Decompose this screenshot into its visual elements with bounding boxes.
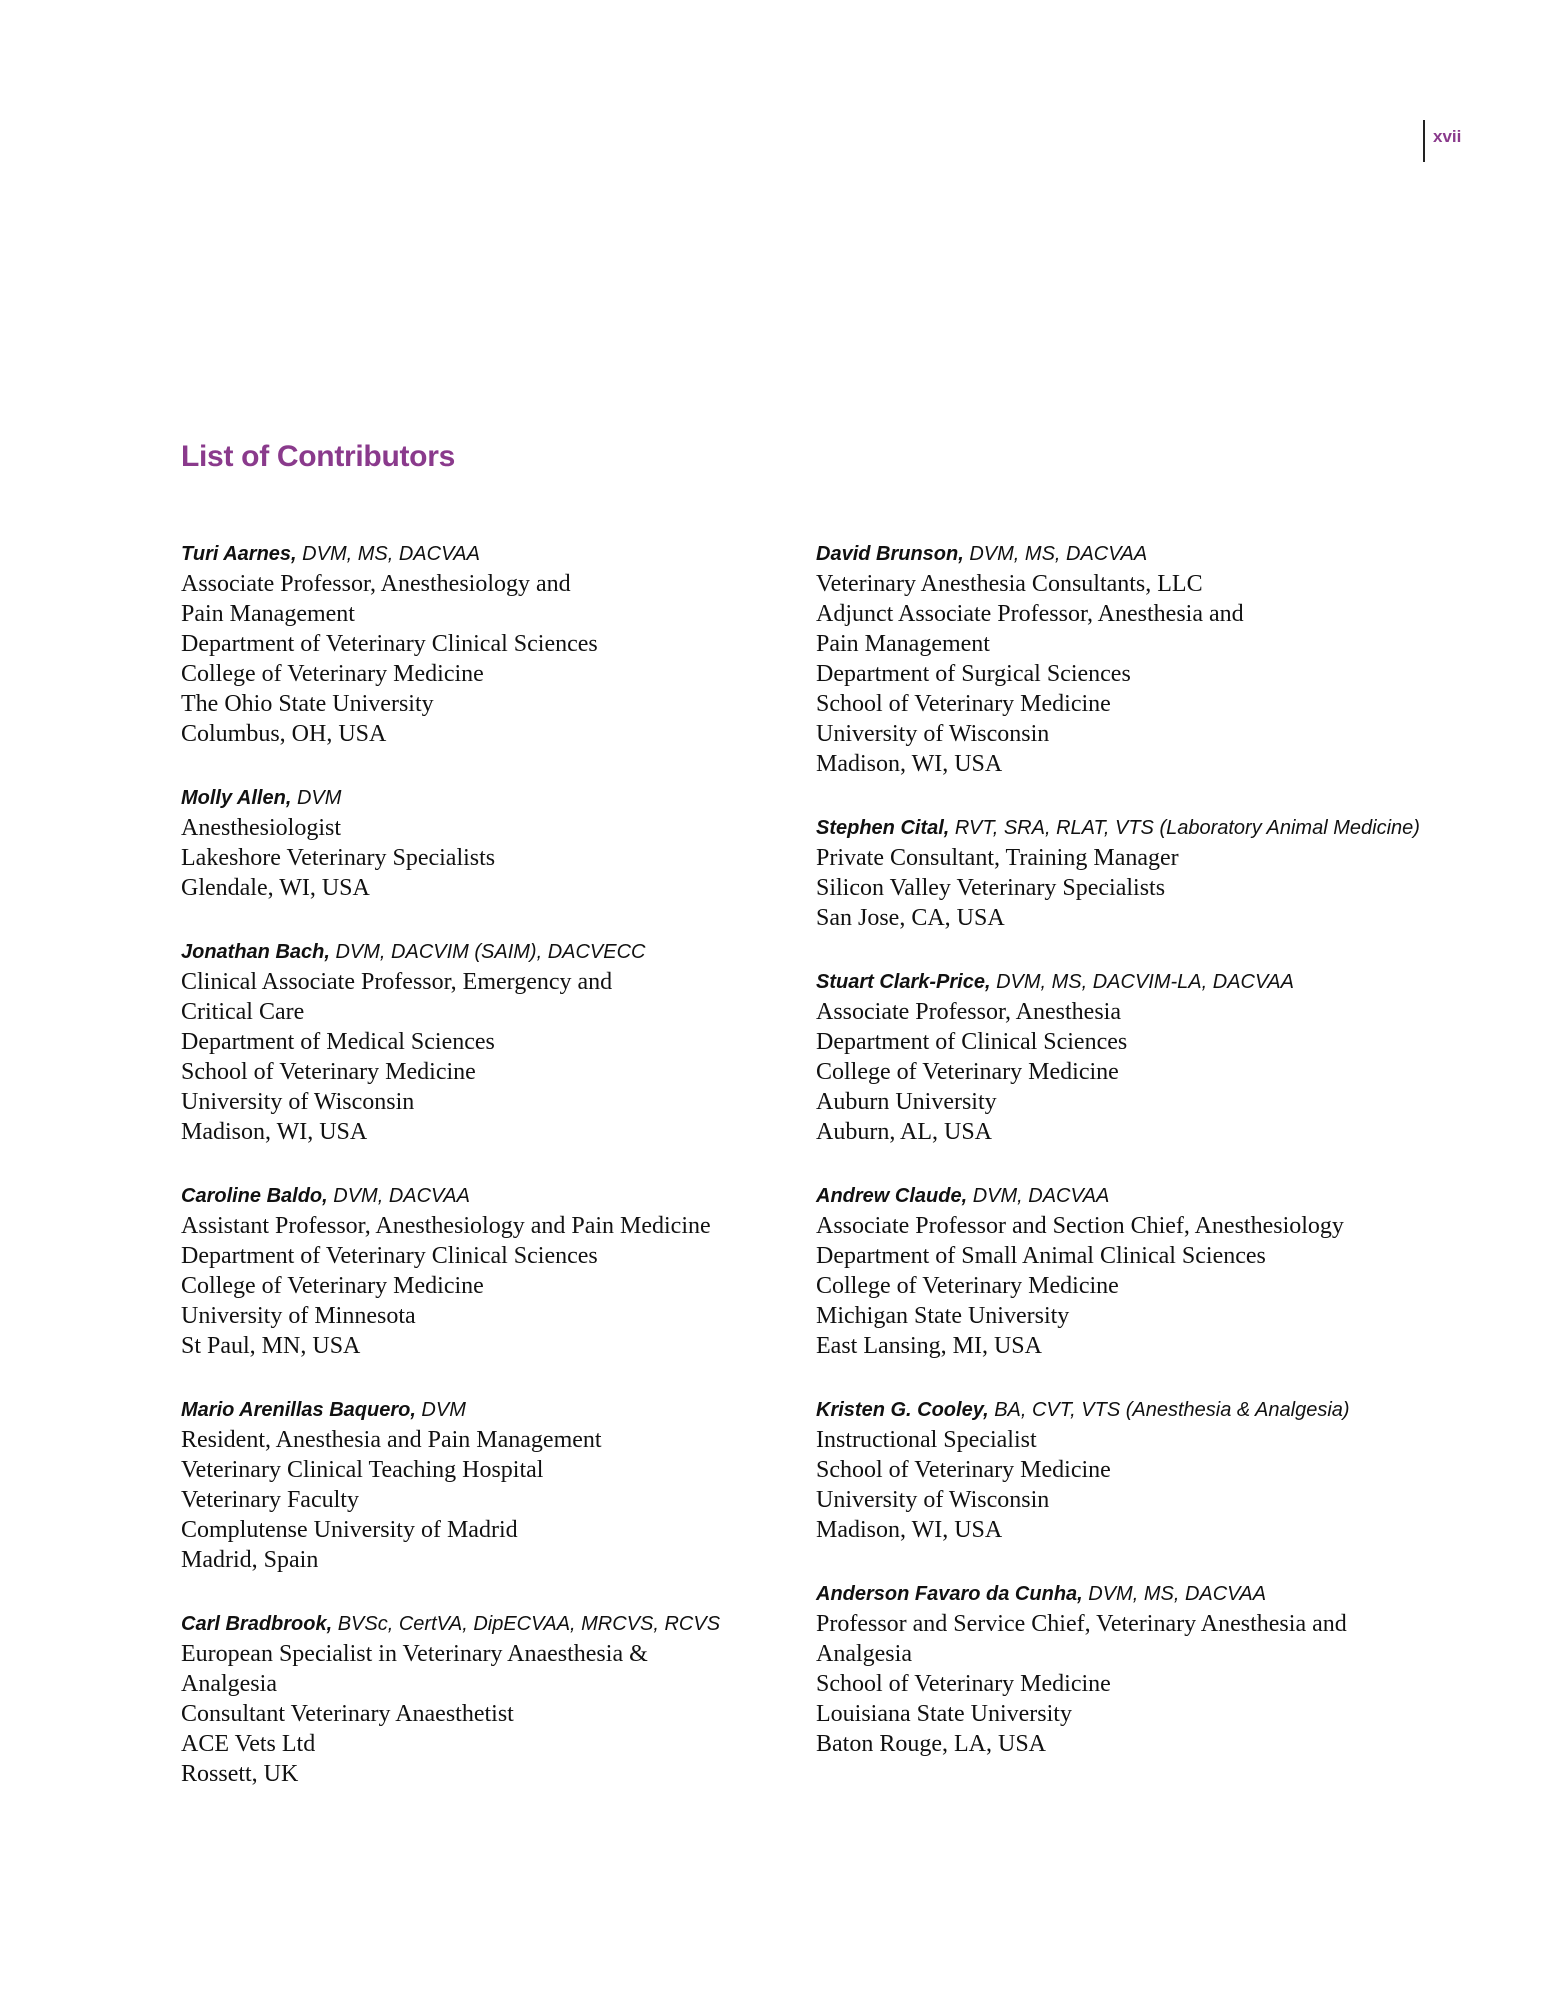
- contributor-name-line: [816, 968, 1426, 997]
- contributor-name-line: [816, 1182, 1426, 1211]
- contributor-affiliation-line: Veterinary Faculty: [181, 1487, 359, 1513]
- contributor-entry: [816, 814, 1426, 933]
- contributor-credentials: DVM, MS, DACVAA: [963, 543, 1148, 565]
- contributor-affiliation-line: Veterinary Anesthesia Consultants, LLC: [816, 571, 1203, 597]
- contributor-affiliation-line: ACE Vets Ltd: [181, 1731, 316, 1757]
- page-title: List of Contributors: [181, 440, 455, 473]
- contributor-name: Jonathan Bach,: [181, 941, 330, 963]
- contributor-affiliation-line: Department of Medical Sciences: [181, 1029, 495, 1055]
- contributor-affiliation-line: Department of Veterinary Clinical Sciences: [181, 631, 598, 657]
- contributor-affiliation-line: East Lansing, MI, USA: [816, 1333, 1042, 1359]
- contributor-affiliation-line: Instructional Specialist: [816, 1427, 1037, 1453]
- contributor-affiliation-line: Madrid, Spain: [181, 1547, 319, 1573]
- contributor-affiliation-line: Department of Veterinary Clinical Sciences: [181, 1243, 598, 1269]
- contributor-affiliation-line: Veterinary Clinical Teaching Hospital: [181, 1457, 544, 1483]
- contributor-credentials: RVT, SRA, RLAT, VTS (Laboratory Animal Medicine): [949, 817, 1420, 839]
- contributor-name-line: [181, 1396, 791, 1425]
- contributor-affiliation-line: Consultant Veterinary Anaesthetist: [181, 1701, 514, 1727]
- contributor-affiliation-line: St Paul, MN, USA: [181, 1333, 361, 1359]
- contributor-affiliation-line: Michigan State University: [816, 1303, 1070, 1329]
- contributor-affiliation-line: University of Wisconsin: [181, 1089, 415, 1115]
- contributor-entry: [181, 1396, 791, 1575]
- contributor-name-line: [181, 1182, 791, 1211]
- contributor-name-line: [181, 784, 791, 813]
- contributor-affiliation-line: Associate Professor and Section Chief, Anesthesiology: [816, 1213, 1344, 1239]
- contributor-affiliation-line: Baton Rouge, LA, USA: [816, 1731, 1046, 1757]
- contributor-affiliation-line: University of Minnesota: [181, 1303, 416, 1329]
- contributor-name-line: [816, 814, 1426, 843]
- contributor-affiliation-line: School of Veterinary Medicine: [181, 1059, 476, 1085]
- contributor-credentials: DVM, MS, DACVIM-LA, DACVAA: [990, 971, 1294, 993]
- contributor-credentials: DVM, DACVAA: [327, 1185, 470, 1207]
- contributor-name-line: [816, 1580, 1426, 1609]
- contributor-entry: [181, 540, 791, 749]
- contributors-right-column: [816, 540, 1426, 1794]
- contributor-affiliation-line: Silicon Valley Veterinary Specialists: [816, 875, 1166, 901]
- contributor-name: Turi Aarnes,: [181, 543, 297, 565]
- contributor-name: Stephen Cital,: [816, 817, 950, 839]
- contributor-entry: [816, 1396, 1426, 1545]
- contributor-affiliation-line: Analgesia: [816, 1641, 912, 1667]
- contributor-entry: [816, 968, 1426, 1147]
- contributor-affiliation-line: Madison, WI, USA: [816, 751, 1003, 777]
- contributor-credentials: BA, CVT, VTS (Anesthesia & Analgesia): [988, 1399, 1350, 1421]
- contributor-affiliation-line: Auburn, AL, USA: [816, 1119, 993, 1145]
- contributor-affiliation-line: Professor and Service Chief, Veterinary Anesthesia and: [816, 1611, 1347, 1637]
- contributor-affiliation-line: European Specialist in Veterinary Anaesthesia &: [181, 1641, 648, 1667]
- contributor-affiliation-line: Clinical Associate Professor, Emergency and: [181, 969, 613, 995]
- contributor-affiliation-line: Pain Management: [816, 631, 990, 657]
- contributor-name: David Brunson,: [816, 543, 964, 565]
- contributor-name: Anderson Favaro da Cunha,: [816, 1583, 1083, 1605]
- contributor-entry: [181, 1182, 791, 1361]
- contributor-affiliation-line: Adjunct Associate Professor, Anesthesia and: [816, 601, 1244, 627]
- contributor-affiliation-line: School of Veterinary Medicine: [816, 691, 1111, 717]
- contributor-affiliation-line: Columbus, OH, USA: [181, 721, 387, 747]
- contributor-entry: [816, 540, 1426, 779]
- contributor-affiliation-line: Department of Small Animal Clinical Sciences: [816, 1243, 1266, 1269]
- contributor-affiliation-line: Glendale, WI, USA: [181, 875, 370, 901]
- contributor-affiliation-line: School of Veterinary Medicine: [816, 1457, 1111, 1483]
- contributor-affiliation-line: University of Wisconsin: [816, 721, 1050, 747]
- contributors-left-column: [181, 540, 791, 1824]
- contributor-affiliation-line: Complutense University of Madrid: [181, 1517, 518, 1543]
- contributor-affiliation-line: Associate Professor, Anesthesiology and: [181, 571, 571, 597]
- contributor-name: Andrew Claude,: [816, 1185, 968, 1207]
- contributor-affiliation-line: Louisiana State University: [816, 1701, 1072, 1727]
- contributor-affiliation-line: College of Veterinary Medicine: [181, 1273, 484, 1299]
- contributor-affiliation-line: College of Veterinary Medicine: [816, 1059, 1119, 1085]
- contributor-name-line: [181, 1610, 791, 1639]
- contributor-name: Mario Arenillas Baquero,: [181, 1399, 416, 1421]
- contributor-credentials: DVM, MS, DACVAA: [1082, 1583, 1267, 1605]
- contributor-entry: [181, 784, 791, 903]
- contributor-affiliation-line: Analgesia: [181, 1671, 277, 1697]
- contributor-entry: [181, 938, 791, 1147]
- contributor-affiliation-line: Auburn University: [816, 1089, 997, 1115]
- contributor-name-line: [816, 540, 1426, 569]
- contributor-credentials: DVM, DACVAA: [967, 1185, 1110, 1207]
- contributor-credentials: BVSc, CertVA, DipECVAA, MRCVS, RCVS: [332, 1613, 721, 1635]
- contributor-credentials: DVM: [291, 787, 342, 809]
- contributor-affiliation-line: Lakeshore Veterinary Specialists: [181, 845, 496, 871]
- contributor-name: Stuart Clark-Price,: [816, 971, 991, 993]
- contributor-affiliation-line: University of Wisconsin: [816, 1487, 1050, 1513]
- contributor-name: Caroline Baldo,: [181, 1185, 328, 1207]
- contributor-affiliation-line: Madison, WI, USA: [181, 1119, 368, 1145]
- contributor-affiliation-line: Anesthesiologist: [181, 815, 341, 841]
- contributor-entry: [816, 1182, 1426, 1361]
- contributor-credentials: DVM, MS, DACVAA: [296, 543, 480, 565]
- contributor-name-line: [816, 1396, 1426, 1425]
- contributor-entry: [816, 1580, 1426, 1759]
- contributor-affiliation-line: The Ohio State University: [181, 691, 434, 717]
- contributor-affiliation-line: School of Veterinary Medicine: [816, 1671, 1111, 1697]
- contributor-affiliation-line: Rossett, UK: [181, 1761, 299, 1787]
- contributor-credentials: DVM, DACVIM (SAIM), DACVECC: [329, 941, 646, 963]
- contributor-affiliation-line: Critical Care: [181, 999, 305, 1025]
- contributor-name: Kristen G. Cooley,: [816, 1399, 989, 1421]
- contributor-name-line: [181, 540, 791, 569]
- contributor-affiliation-line: Madison, WI, USA: [816, 1517, 1003, 1543]
- contributor-affiliation-line: Assistant Professor, Anesthesiology and Pain Medicine: [181, 1213, 711, 1239]
- contributor-affiliation-line: College of Veterinary Medicine: [816, 1273, 1119, 1299]
- contributor-affiliation-line: Pain Management: [181, 601, 355, 627]
- contributor-affiliation-line: Resident, Anesthesia and Pain Management: [181, 1427, 602, 1453]
- contributor-affiliation-line: Private Consultant, Training Manager: [816, 845, 1179, 871]
- contributor-affiliation-line: Associate Professor, Anesthesia: [816, 999, 1121, 1025]
- contributor-affiliation-line: Department of Clinical Sciences: [816, 1029, 1128, 1055]
- contributor-affiliation-line: Department of Surgical Sciences: [816, 661, 1131, 687]
- contributor-entry: [181, 1610, 791, 1789]
- contributor-affiliation-line: College of Veterinary Medicine: [181, 661, 484, 687]
- page-number: xvii: [1423, 120, 1461, 162]
- contributor-name: Molly Allen,: [181, 787, 292, 809]
- contributor-affiliation-line: San Jose, CA, USA: [816, 905, 1005, 931]
- contributor-name: Carl Bradbrook,: [181, 1613, 333, 1635]
- contributor-credentials: DVM: [415, 1399, 466, 1421]
- contributor-name-line: [181, 938, 791, 967]
